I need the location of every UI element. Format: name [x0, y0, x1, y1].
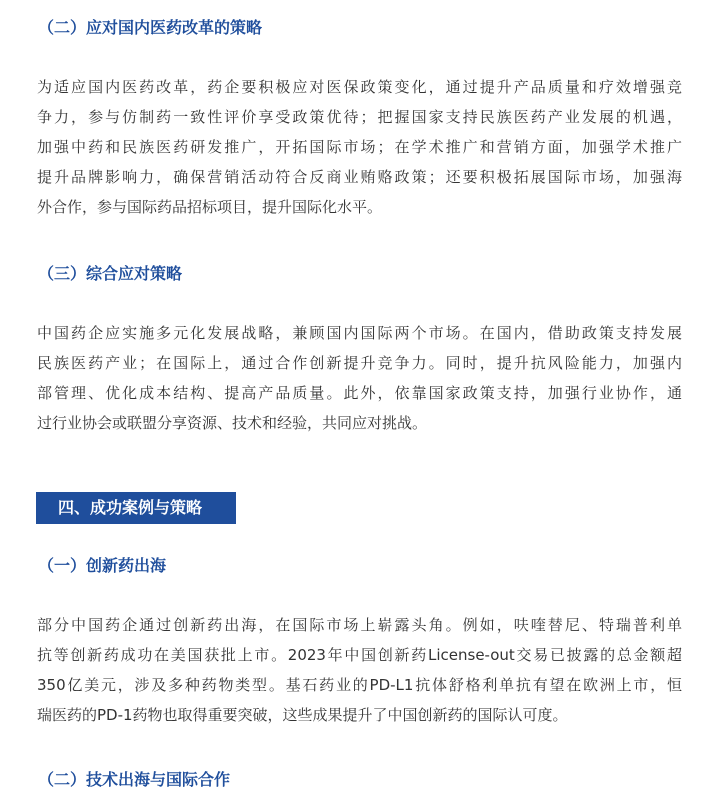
subheading-domestic-reform: （二）应对国内医药改革的策略	[38, 18, 263, 37]
subheading-tech-cooperation: （二）技术出海与国际合作	[38, 770, 231, 789]
paragraph-line: 加强中药和民族医药研发推广，开拓国际市场；在学术推广和营销方面，加强学术推广	[37, 138, 682, 156]
paragraph-domestic-reform	[37, 72, 682, 222]
paragraph-line: 争力，参与仿制药一致性评价享受政策优待；把握国家支持民族医药产业发展的机遇，	[37, 108, 682, 126]
paragraph-line: 瑞医药的PD-1药物也取得重要突破，这些成果提升了中国创新药的国际认可度。	[37, 706, 568, 724]
paragraph-comprehensive	[37, 318, 682, 438]
paragraph-line: 外合作，参与国际药品招标项目，提升国际化水平。	[37, 198, 383, 216]
paragraph-line: 过行业协会或联盟分享资源、技术和经验，共同应对挑战。	[37, 414, 428, 432]
paragraph-innovative-drugs	[37, 610, 682, 730]
paragraph-line: 提升品牌影响力，确保营销活动符合反商业贿赂政策；还要积极拓展国际市场，加强海	[37, 168, 682, 186]
subheading-innovative-drugs: （一）创新药出海	[38, 556, 167, 575]
section-banner-success-cases: 四、成功案例与策略	[36, 492, 236, 524]
paragraph-line: 为适应国内医药改革，药企要积极应对医保政策变化，通过提升产品质量和疗效增强竞	[37, 78, 682, 96]
paragraph-line: 民族医药产业；在国际上，通过合作创新提升竞争力。同时，提升抗风险能力，加强内	[37, 354, 682, 372]
subheading-comprehensive: （三）综合应对策略	[38, 264, 183, 283]
paragraph-line: 部分中国药企通过创新药出海，在国际市场上崭露头角。例如，呋喹替尼、特瑞普利单	[37, 616, 682, 634]
paragraph-line: 抗等创新药成功在美国获批上市。2023年中国创新药License-out交易已披露的总金额超	[37, 646, 682, 664]
paragraph-line: 中国药企应实施多元化发展战略，兼顾国内国际两个市场。在国内，借助政策支持发展	[37, 324, 682, 342]
paragraph-line: 350亿美元，涉及多种药物类型。基石药业的PD-L1抗体舒格利单抗有望在欧洲上市，恒	[37, 676, 682, 694]
paragraph-line: 部管理、优化成本结构、提高产品质量。此外，依靠国家政策支持，加强行业协作，通	[37, 384, 682, 402]
